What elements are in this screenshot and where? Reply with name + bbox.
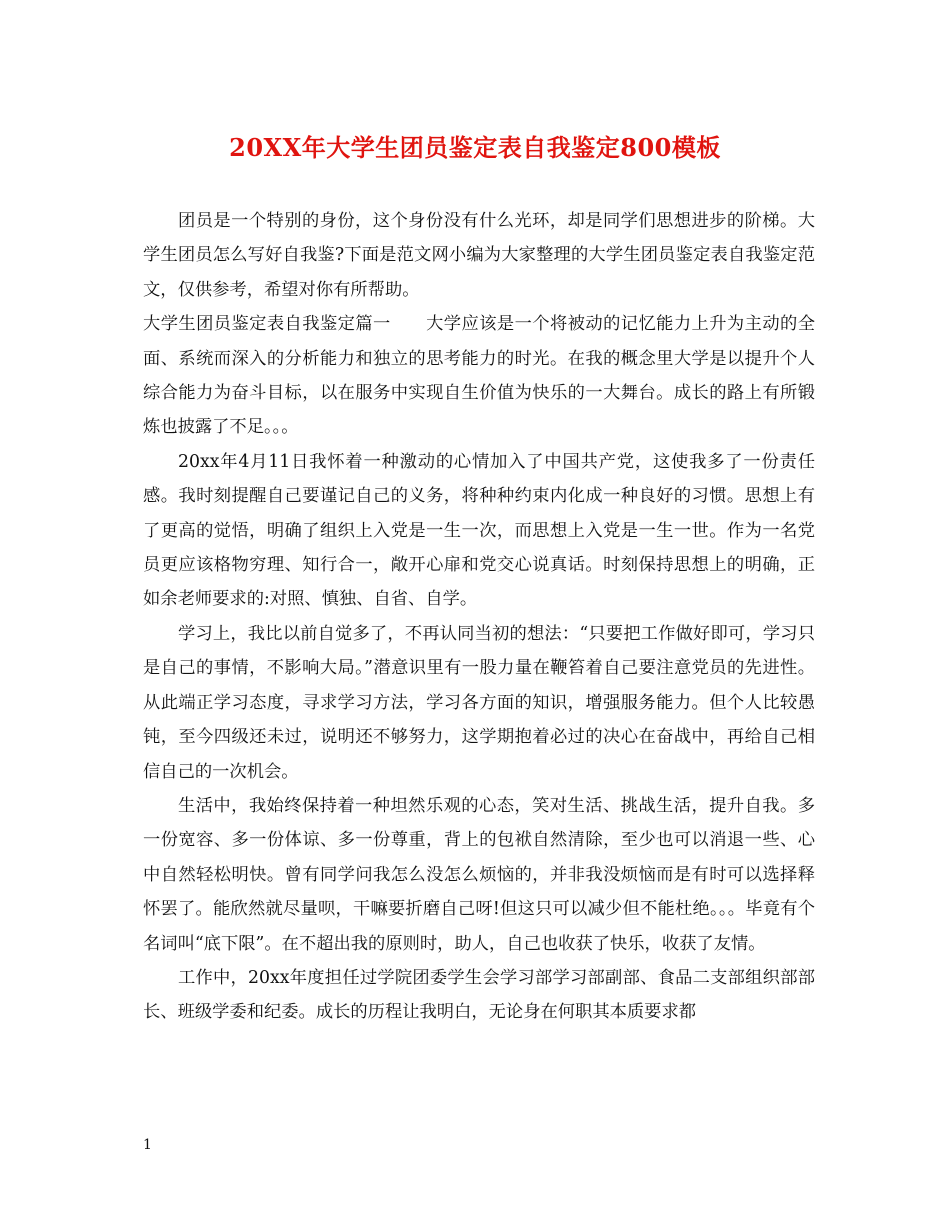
paragraph-work: 工作中，20xx年度担任过学院团委学生会学习部学习部副部、食品二支部组织部部长、班级学委和纪委。成长的历程让我明白，无论身在何职其本质要求都	[143, 967, 815, 1023]
paragraph-intro: 团员是一个特别的身份，这个身份没有什么光环，却是同学们思想进步的阶梯。大学生团员怎么写好自我鉴?下面是范文网小编为大家整理的大学生团员鉴定表自我鉴定范文，仅供参考，希望对你有所帮助。	[143, 211, 815, 300]
paragraph-life: 生活中，我始终保持着一种坦然乐观的心态，笑对生活、挑战生活，提升自我。多一份宽容、多一份体谅、多一份尊重，背上的包袱自然清除，至少也可以消退一些、心中自然轻松明快。曾有同学问我怎么没怎么烦恼的，并非我没烦恼而是有时可以选择释怀罢了。能欣然就尽量呗，干嘛要折磨自己呀!但这只可以减少但不能杜绝。。。毕竟有个名词叫“底下限”。在不超出我的原则时，助人，自己也收获了快乐，收获了友情。	[143, 795, 815, 954]
paragraph-section-one: 大学生团员鉴定表自我鉴定篇一 大学应该是一个将被动的记忆能力上升为主动的全面、系统而深入的分析能力和独立的思考能力的时光。在我的概念里大学是以提升个人综合能力为奋斗目标，以在服务中实现自生价值为快乐的一大舞台。成长的路上有所锻炼也披露了不足。。。	[143, 314, 815, 438]
document-body	[143, 204, 815, 1030]
page-number: 1	[143, 1137, 152, 1153]
document-title: 20XX年大学生团员鉴定表自我鉴定800模板	[229, 133, 721, 162]
paragraph-party-membership: 20xx年4月11日我怀着一种激动的心情加入了中国共产党，这使我多了一份责任感。我时刻提醒自己要谨记自己的义务，将种种约束内化成一种良好的习惯。思想上有了更高的觉悟，明确了组织上入党是一生一次，而思想上入党是一生一世。作为一名党员更应该格物穷理、知行合一，敞开心扉和党交心说真话。时刻保持思想上的明确，正如余老师要求的:对照、慎独、自省、自学。	[143, 451, 815, 610]
paragraph-study: 学习上，我比以前自觉多了，不再认同当初的想法：“只要把工作做好即可，学习只是自己的事情，不影响大局。”潜意识里有一股力量在鞭笞着自己要注意党员的先进性。从此端正学习态度，寻求学习方法，学习各方面的知识，增强服务能力。但个人比较愚钝，至今四级还未过，说明还不够努力，这学期抱着必过的决心在奋战中，再给自己相信自己的一次机会。	[143, 623, 815, 782]
